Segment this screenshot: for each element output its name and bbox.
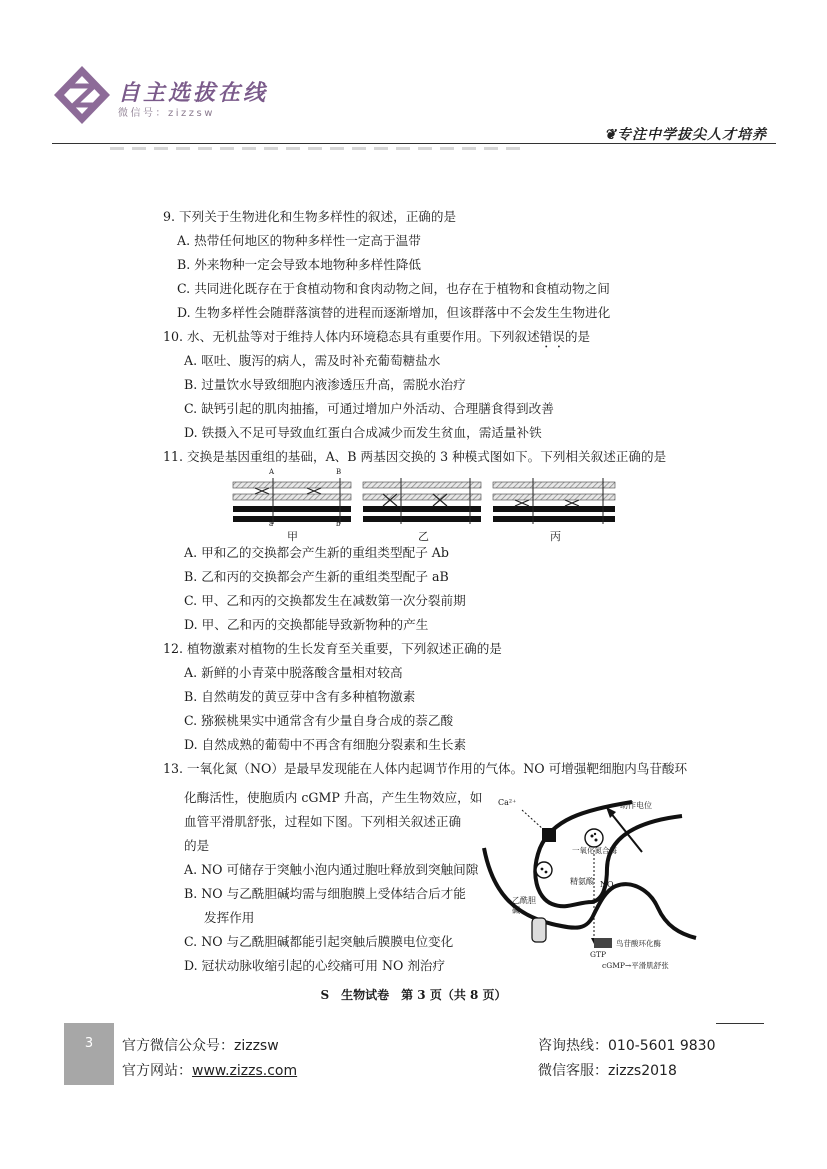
question-13-option-b: B. NO 与乙酰胆碱均需与细胞膜上受体结合后才能 [184,886,466,901]
label-cgmp: cGMP→平滑肌舒张 [602,961,669,970]
question-12-option-d: D. 自然成熟的葡萄中不再含有细胞分裂素和生长素 [184,737,467,752]
question-10-option-a: A. 呕吐、腹泻的病人，需及时补充葡萄糖盐水 [184,353,441,368]
footer-service: 微信客服：zizzs2018 [538,1063,677,1079]
question-11-stem: 11. 交换是基因重组的基础，A、B 两基因交换的 3 种模式图如下。下列相关叙述正确的是 [163,449,667,464]
question-9-option-b: B. 外来物种一定会导致本地物种多样性降低 [177,257,421,272]
question-12-option-a: A. 新鲜的小青菜中脱落酸含量相对较高 [184,665,403,680]
question-12-option-b: B. 自然萌发的黄豆芽中含有多种植物激素 [184,689,416,704]
panel-jia [233,478,351,524]
question-11-option-a: A. 甲和乙的交换都会产生新的重组类型配子 Ab [184,545,449,560]
panel-yi [363,478,481,524]
panel-bing [493,478,615,524]
logo-subtitle: 微信号：zizzsw [118,108,215,119]
footer-website: 官方网站：www.zizzs.com [122,1063,298,1079]
question-13-option-a: A. NO 可储存于突触小泡内通过胞吐释放到突触间隙 [184,862,479,877]
figure-label-yi: 乙 [418,530,429,543]
exam-page-footer: S 生物试卷 第 3 页（共 8 页） [320,988,507,1002]
footer-wechat-public: 官方微信公众号：zizzsw [122,1038,279,1054]
crossover-diagram [225,470,620,526]
question-9-option-c: C. 共同进化既存在于食植动物和食肉动物之间，也存在于植物和食植动物之间 [177,281,610,296]
question-9-option-a: A. 热带任何地区的物种多样性一定高于温带 [177,233,421,248]
gene-label-a-lower: a [269,520,274,528]
emphasis-wrong: 错误 [539,329,565,344]
footer-hotline: 咨询热线：010-5601 9830 [538,1038,716,1054]
label-arginine: 精氨酸 [570,877,594,886]
question-13-stem-line4: 的是 [184,838,210,853]
question-10-stem: 10. 水、无机盐等对于维持人体内环境稳态具有重要作用。下列叙述错误的是 [163,329,591,344]
question-13-stem-line1: 13. 一氧化氮（NO）是最早发现能在人体内起调节作用的气体。NO 可增强靶细胞内鸟苷酸环 [163,761,688,776]
question-12-stem: 12. 植物激素对植物的生长发育至关重要，下列叙述正确的是 [163,641,502,656]
question-13-stem-line3: 血管平滑肌舒张，过程如下图。下列相关叙述正确 [184,814,462,829]
label-nos: 一氧化氮合酶 [572,846,617,855]
header-slogan: ❦专注中学拔尖人才培养 [604,127,767,143]
question-10-option-b: B. 过量饮水导致细胞内液渗透压升高，需脱水治疗 [184,377,466,392]
figure-label-bing: 丙 [550,530,561,543]
question-12-option-c: C. 猕猴桃果实中通常含有少量自身合成的萘乙酸 [184,713,454,728]
question-9-stem: 9. 下列关于生物进化和生物多样性的叙述，正确的是 [163,209,457,224]
scan-artifact [110,147,520,150]
question-10-option-c: C. 缺钙引起的肌肉抽搐，可通过增加户外活动、合理膳食得到改善 [184,401,554,416]
label-ach: 乙酰胆碱 [512,896,536,915]
no-signaling-figure [482,790,697,972]
gene-label-b-lower: b [336,520,341,528]
question-13-option-d: D. 冠状动脉收缩引起的心绞痛可用 NO 剂治疗 [184,958,446,973]
logo-mark [52,64,112,126]
page-number-badge: 3 [64,1023,114,1085]
question-11-option-b: B. 乙和丙的交换都会产生新的重组类型配子 aB [184,569,449,584]
website-link[interactable]: www.zizzs.com [192,1063,298,1079]
logo-title: 自主选拔在线 [118,81,269,106]
label-action-potential: 动作电位 [620,801,652,810]
label-guanylate-cyclase: 鸟苷酸环化酶 [616,939,661,948]
gene-label-a-upper: A [269,468,275,476]
label-gtp: GTP [590,950,607,959]
question-11-option-c: C. 甲、乙和丙的交换都发生在减数第一次分裂前期 [184,593,466,608]
question-13-stem-line2: 化酶活性，使胞质内 cGMP 升高，产生生物效应，如 [184,790,483,805]
question-10-option-d: D. 铁摄入不足可导致血红蛋白合成减少而发生贫血，需适量补铁 [184,425,542,440]
question-13-option-c: C. NO 与乙酰胆碱都能引起突触后膜膜电位变化 [184,934,454,949]
header-divider [52,143,776,144]
heart-icon: ❦ [604,127,617,143]
crossover-figure [225,470,620,542]
figure-label-jia: 甲 [287,530,298,543]
footer-divider [716,1023,764,1024]
question-13-option-b-cont: 发挥作用 [204,910,255,925]
label-ca: Ca²⁺ [498,798,517,807]
label-no: NO [600,880,614,889]
question-9-option-d: D. 生物多样性会随群落演替的进程而逐渐增加，但该群落中不会发生生物进化 [177,305,611,320]
question-11-option-d: D. 甲、乙和丙的交换都能导致新物种的产生 [184,617,429,632]
gene-label-b-upper: B [336,468,342,476]
